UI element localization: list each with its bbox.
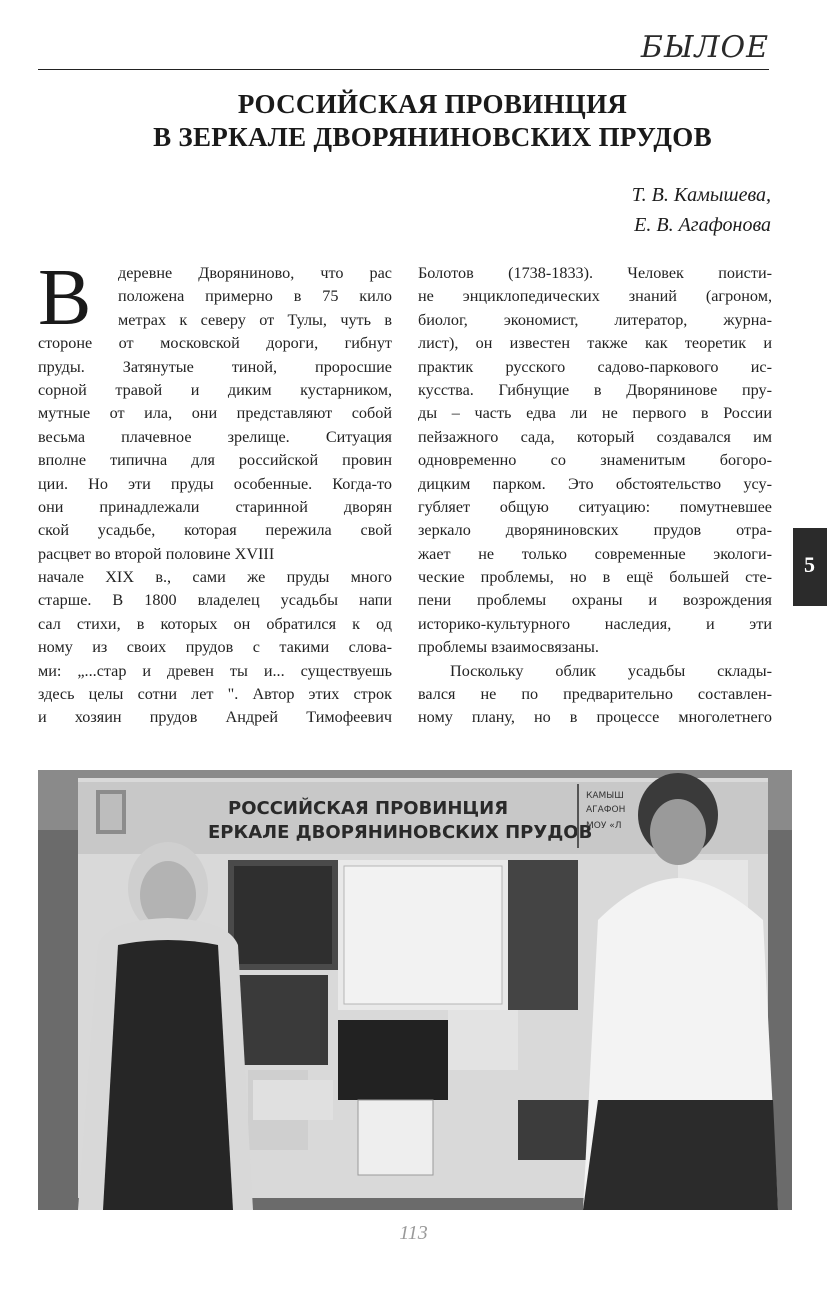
banner-small-text: МОУ «Л <box>586 821 622 831</box>
text-line: пени проблемы охраны и возрождения <box>418 591 772 610</box>
article-title <box>38 88 827 154</box>
text-line: метрах к северу от Тулы, чуть в <box>118 310 392 329</box>
chapter-tab-label: 5 <box>804 552 815 577</box>
text-line: они принадлежали старинной дворян <box>38 497 392 516</box>
text-line: ми: „...стар и древен ты и... существуешь <box>38 661 392 680</box>
text-line: ческие проблемы, но в ещё большей сте- <box>418 568 772 587</box>
text-line: положена примерно в 75 кило <box>118 287 392 306</box>
banner-small-text: КАМЫШ <box>586 791 624 801</box>
section-label: БЫЛОЕ <box>640 30 769 65</box>
text-line: ции. Но эти пруды особенные. Когда-то <box>38 474 392 493</box>
left-column <box>38 254 392 730</box>
text-line: жает не только современные экологи- <box>418 544 772 563</box>
article-authors <box>632 180 771 240</box>
chapter-tab <box>793 528 827 606</box>
text-line: сал стихи, в которых он обратился к од <box>38 614 392 633</box>
text-line: стороне от московской дороги, гибнут <box>38 334 392 353</box>
exhibition-photo-drawing <box>38 770 792 1210</box>
text-line: Болотов (1738-1833). Человек поисти- <box>418 264 772 282</box>
exhibition-photo <box>38 770 792 1210</box>
text-line: мутные от ила, они представляют собой <box>38 404 392 423</box>
title-line: В ЗЕРКАЛЕ ДВОРЯНИНОВСКИХ ПРУДОВ <box>153 122 712 152</box>
text-line: ному из своих прудов с такими слова- <box>38 638 392 657</box>
text-line: деревне Дворяниново, что рас <box>118 264 392 282</box>
text-line: и хозяин прудов Андрей Тимофеевич <box>38 708 392 727</box>
right-column <box>418 262 772 730</box>
text-line: старше. В 1800 владелец усадьбы напи <box>38 591 392 610</box>
text-line: проблемы взаимосвязаны. <box>418 638 599 657</box>
page-number: 113 <box>399 1222 428 1244</box>
banner-line: ЕРКАЛЕ ДВОРЯНИНОВСКИХ ПРУДОВ <box>208 822 593 843</box>
text-line: начале XIX в., сами же пруды много <box>38 568 392 587</box>
banner-small-text: АГАФОН <box>586 805 626 815</box>
text-line: весьма плачевное зрелище. Ситуация <box>38 427 392 446</box>
text-line: кусства. Гибнущие в Дворянинове пру- <box>418 380 772 399</box>
banner-line: РОССИЙСКАЯ ПРОВИНЦИЯ <box>228 798 509 819</box>
text-line: Поскольку облик усадьбы склады- <box>450 661 772 680</box>
text-line: пруды. Затянутые тиной, проросшие <box>38 357 392 376</box>
text-line: дицким парком. Это обстоятельство усу- <box>418 474 772 493</box>
text-line: историко-культурного наследия, и эти <box>418 614 772 633</box>
text-line: одновременно со знаменитым богоро- <box>418 451 772 470</box>
author-name: Т. В. Камышева, <box>631 184 771 206</box>
text-line: вался не по предварительно составлен- <box>418 685 772 704</box>
text-line: лист), он известен также как теоретик и <box>418 334 772 353</box>
title-line: РОССИЙСКАЯ ПРОВИНЦИЯ <box>237 89 628 119</box>
text-line: пейзажного сада, который создавался им <box>418 427 772 446</box>
text-line: биолог, экономист, литератор, журна- <box>418 310 772 329</box>
text-line: ской усадьбе, которая пережила свой <box>38 521 392 540</box>
text-line: сорной травой и диким кустарником, <box>38 380 392 399</box>
text-line: практик русского садово-паркового ис- <box>418 357 772 376</box>
text-line: не энциклопедических знаний (агроном, <box>418 287 772 306</box>
header-rule <box>38 69 769 70</box>
text-line: вполне типична для российской провин <box>38 451 392 470</box>
drop-cap: В <box>38 254 92 342</box>
text-line: ному плану, но в процессе многолетнего <box>418 708 772 727</box>
text-line: губляет общую ситуацию: помутневшее <box>418 497 772 516</box>
text-line: расцвет во второй половине XVIII <box>38 544 275 563</box>
text-line: здесь целы сотни лет ". Автор этих строк <box>38 685 392 704</box>
text-line: зеркало дворяниновских прудов отра- <box>418 521 772 540</box>
text-line: ды – часть едва ли не первого в России <box>418 404 772 423</box>
author-name: Е. В. Агафонова <box>634 214 771 236</box>
